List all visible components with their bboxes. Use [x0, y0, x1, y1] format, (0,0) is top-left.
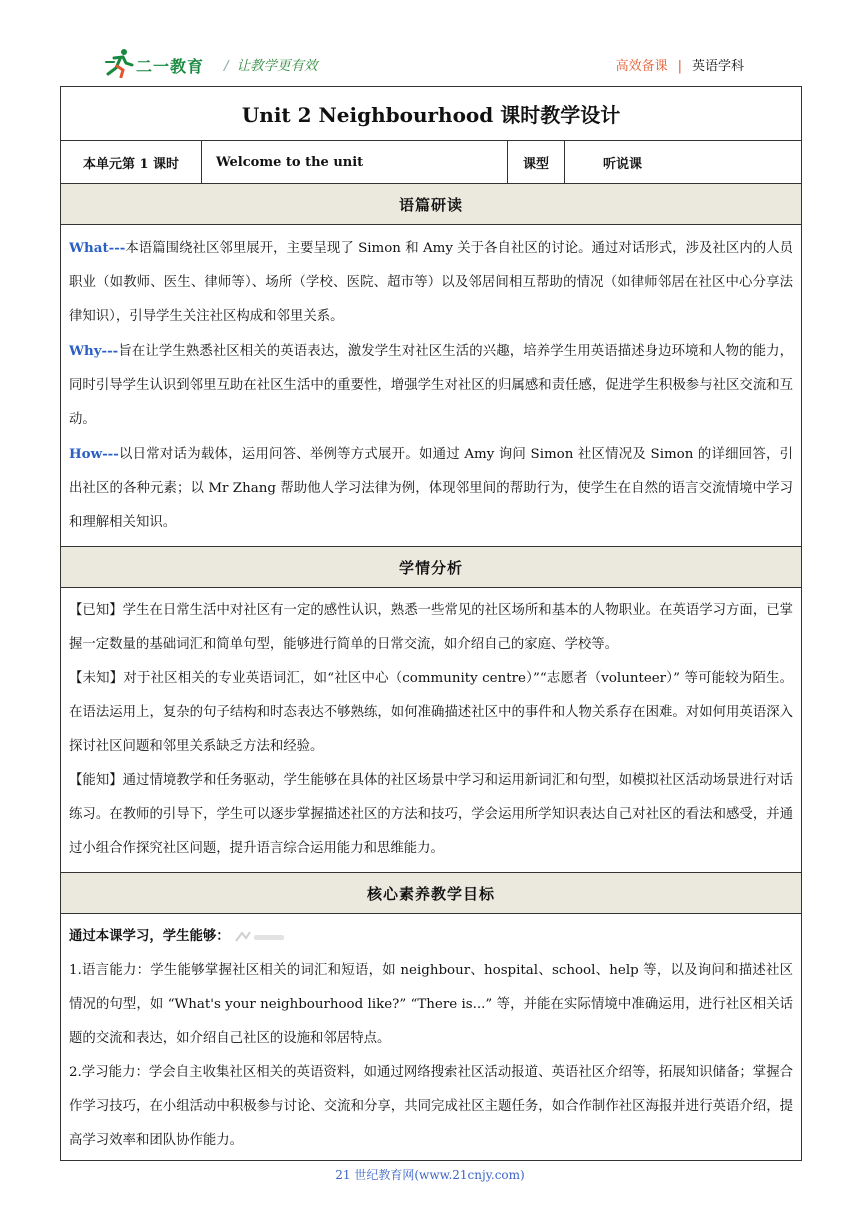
header-separator: | — [677, 59, 682, 74]
objective-item-1: 1.语言能力：学生能够掌握社区相关的词汇和短语，如 neighbour、hospital、school、help 等，以及询问和描述社区情况的句型，如 “What's your neighbourhood like?” “There is...” 等，并能在实际情境中准确运用，进行社区相关话题的交流和表达，如介绍自己社区的设施和邻居特点。 — [69, 963, 794, 1046]
what-text: 本语篇围绕社区邻里展开，主要呈现了 Simon 和 Amy 关于各自社区的讨论。通过对话形式，涉及社区内的人员职业（如教师、医生、律师等）、场所（学校、医院、超市等）以及邻居间相互帮助的情况（如律师邻居在社区中心分享法律知识），引导学生关注社区构成和邻里关系。 — [69, 241, 794, 324]
page-title: Unit 2 Neighbourhood 课时教学设计 — [61, 87, 802, 141]
slash-divider: / — [224, 58, 229, 74]
known-paragraph: 【已知】学生在日常生活中对社区有一定的感性认识，熟悉一些常见的社区场所和基本的人物职业。在英语学习方面，已掌握一定数量的基础词汇和简单句型，能够进行简单的日常交流，如介绍自己的家庭、学校等。 — [69, 603, 794, 652]
section-heading-text-study: 语篇研读 — [61, 184, 802, 225]
page-header — [0, 0, 860, 86]
slogan — [224, 54, 318, 74]
lesson-number-label: 本单元第 1 课时 — [61, 141, 202, 184]
header-right — [616, 55, 744, 74]
brand-name: 二一教育 — [136, 57, 205, 76]
how-paragraph — [69, 437, 793, 540]
why-text: 旨在让学生熟悉社区相关的英语表达，激发学生对社区生活的兴趣，培养学生用英语描述身边环境和人物的能力，同时引导学生认识到邻里互助在社区生活中的重要性，增强学生对社区的归属感和责任感，促进学生积极参与社区交流和互动。 — [69, 344, 794, 427]
objectives-body — [61, 914, 802, 1161]
lesson-type-value: 听说课 — [565, 141, 802, 184]
objectives-intro: 通过本课学习，学生能够： — [69, 929, 230, 944]
objectives-intro-line — [69, 920, 793, 954]
why-paragraph — [69, 334, 793, 437]
lesson-plan-table — [60, 86, 802, 1161]
header-tag-subject: 英语学科 — [691, 59, 744, 74]
how-text: 以日常对话为载体，运用问答、举例等方式展开。如通过 Amy 询问 Simon 社区情况及 Simon 的详细回答，引出社区的各种元素；以 Mr Zhang 帮助他人学习法律为例，体现邻里间的帮助行为，使学生在自然的语言交流情境中学习和理解相关知识。 — [69, 447, 794, 530]
watermark-logo-icon — [234, 929, 288, 945]
section-heading-objectives: 核心素养教学目标 — [61, 873, 802, 914]
learner-analysis-body — [61, 588, 802, 873]
runner-icon — [104, 48, 134, 78]
slogan-text: 让教学更有效 — [236, 58, 318, 74]
objective-item-2: 2.学习能力：学会自主收集社区相关的英语资料，如通过网络搜索社区活动报道、英语社区介绍等，拓展知识储备；掌握合作学习技巧，在小组活动中积极参与讨论、交流和分享，共同完成社区主题任务，如合作制作社区海报并进行英语介绍，提高学习效率和团队协作能力。 — [69, 1065, 794, 1148]
how-label: How--- — [69, 446, 119, 462]
able-paragraph: 【能知】通过情境教学和任务驱动，学生能够在具体的社区场景中学习和运用新词汇和句型，如模拟社区活动场景进行对话练习。在教师的引导下，学生可以逐步掌握描述社区的方法和技巧，学会运用所学知识表达自己对社区的看法和感受，并通过小组合作探究社区问题，提升语言综合运用能力和思维能力。 — [69, 773, 794, 856]
section-heading-learner-analysis: 学情分析 — [61, 547, 802, 588]
lesson-type-label: 课型 — [508, 141, 565, 184]
brand-logo[interactable] — [104, 48, 234, 80]
what-label: What--- — [69, 240, 126, 256]
lesson-name: Welcome to the unit — [202, 141, 508, 184]
text-study-body — [61, 225, 802, 547]
page-footer[interactable]: 21 世纪教育网(www.21cnjy.com) — [335, 1168, 525, 1182]
why-label: Why--- — [69, 343, 119, 359]
what-paragraph — [69, 231, 793, 334]
unknown-paragraph: 【未知】对于社区相关的专业英语词汇，如“社区中心（community centre）”“志愿者（volunteer）” 等可能较为陌生。在语法运用上，复杂的句子结构和时态表达不够熟练，如何准确描述社区中的事件和人物关系存在困难。对如何用英语深入探讨社区问题和邻里关系缺乏方法和经验。 — [69, 671, 794, 754]
header-tag-efficient: 高效备课 — [615, 59, 668, 74]
